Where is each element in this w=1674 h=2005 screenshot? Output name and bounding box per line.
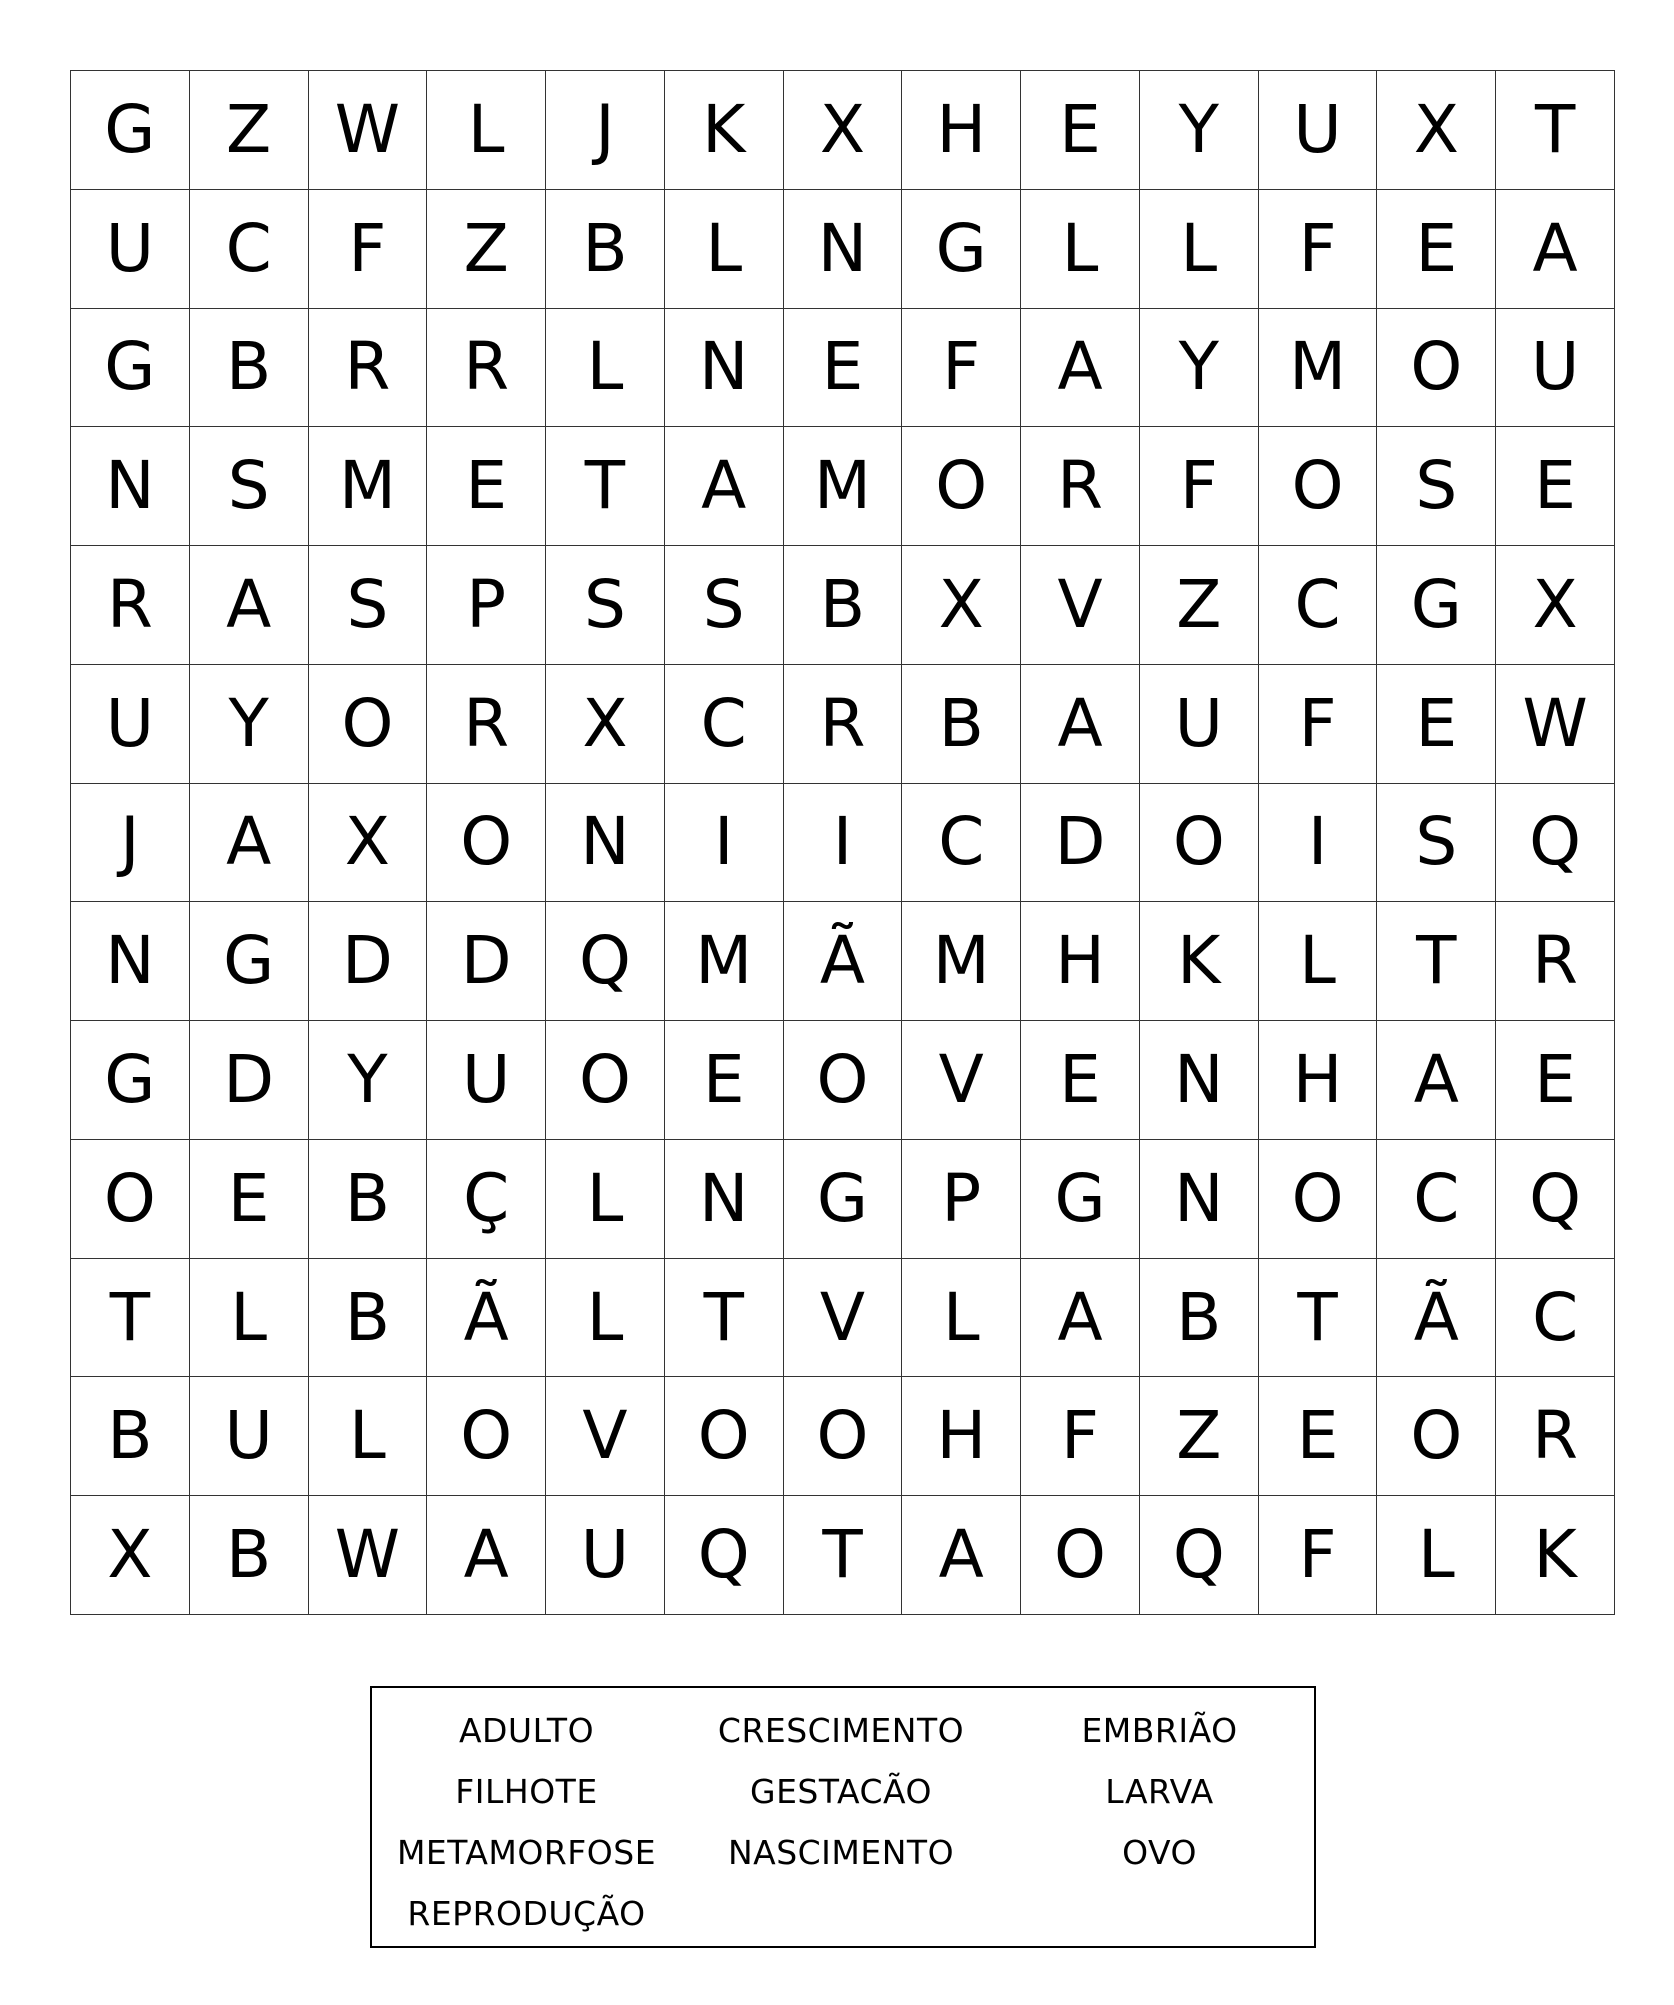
grid-cell: L <box>546 1140 665 1259</box>
grid-cell: S <box>1377 427 1496 546</box>
word-list-item: FILHOTE <box>455 1772 598 1811</box>
grid-cell: Y <box>309 1021 428 1140</box>
grid-cell: N <box>665 1140 784 1259</box>
grid-cell: E <box>1496 1021 1615 1140</box>
grid-cell: A <box>1021 1259 1140 1378</box>
grid-cell: H <box>1259 1021 1378 1140</box>
grid-cell: F <box>1259 665 1378 784</box>
grid-cell: H <box>902 71 1021 190</box>
grid-cell: R <box>309 309 428 428</box>
word-list-item: CRESCIMENTO <box>717 1711 965 1750</box>
grid-cell: M <box>309 427 428 546</box>
grid-cell: O <box>902 427 1021 546</box>
grid-cell: N <box>1140 1021 1259 1140</box>
grid-cell: R <box>784 665 903 784</box>
grid-cell: E <box>1021 71 1140 190</box>
grid-cell: D <box>1021 784 1140 903</box>
grid-cell: G <box>1021 1140 1140 1259</box>
grid-cell: U <box>1259 71 1378 190</box>
grid-cell: R <box>1021 427 1140 546</box>
grid-cell: A <box>427 1496 546 1615</box>
word-search-grid <box>70 70 1615 1615</box>
grid-cell: A <box>902 1496 1021 1615</box>
grid-cell: R <box>1496 1377 1615 1496</box>
grid-cell: E <box>1496 427 1615 546</box>
grid-cell: W <box>309 71 428 190</box>
word-list-item: METAMORFOSE <box>396 1833 657 1872</box>
grid-cell: A <box>190 784 309 903</box>
grid-cell: E <box>1377 190 1496 309</box>
word-list-item: EMBRIÃO <box>1081 1711 1238 1750</box>
grid-cell: S <box>309 546 428 665</box>
grid-cell: Q <box>546 902 665 1021</box>
word-list-item: GESTACÃO <box>750 1772 932 1811</box>
grid-cell: Q <box>1496 784 1615 903</box>
grid-cell: I <box>1259 784 1378 903</box>
grid-cell: M <box>665 902 784 1021</box>
grid-cell: V <box>546 1377 665 1496</box>
grid-cell: T <box>1496 71 1615 190</box>
grid-cell: O <box>71 1140 190 1259</box>
grid-cell: O <box>1021 1496 1140 1615</box>
grid-cell: Z <box>427 190 546 309</box>
grid-cell: C <box>190 190 309 309</box>
grid-cell: L <box>1259 902 1378 1021</box>
grid-cell: Y <box>1140 309 1259 428</box>
grid-cell: R <box>427 665 546 784</box>
word-list-item: REPRODUÇÃO <box>407 1894 646 1933</box>
grid-cell: P <box>427 546 546 665</box>
grid-cell: T <box>1377 902 1496 1021</box>
grid-cell: X <box>71 1496 190 1615</box>
grid-cell: O <box>784 1021 903 1140</box>
grid-cell: F <box>1259 190 1378 309</box>
grid-cell: D <box>427 902 546 1021</box>
grid-cell: Q <box>1140 1496 1259 1615</box>
grid-cell: O <box>427 784 546 903</box>
grid-cell: O <box>546 1021 665 1140</box>
grid-cell: B <box>190 1496 309 1615</box>
grid-cell: L <box>546 1259 665 1378</box>
grid-cell: M <box>784 427 903 546</box>
grid-cell: S <box>190 427 309 546</box>
grid-cell: T <box>1259 1259 1378 1378</box>
grid-cell: F <box>902 309 1021 428</box>
grid-cell: C <box>1496 1259 1615 1378</box>
grid-cell: G <box>784 1140 903 1259</box>
grid-cell: E <box>1259 1377 1378 1496</box>
word-list-item: NASCIMENTO <box>727 1833 955 1872</box>
grid-cell: O <box>1140 784 1259 903</box>
grid-cell: D <box>190 1021 309 1140</box>
grid-cell: N <box>784 190 903 309</box>
grid-cell: M <box>902 902 1021 1021</box>
grid-cell: O <box>784 1377 903 1496</box>
grid-cell: W <box>1496 665 1615 784</box>
grid-cell: G <box>71 1021 190 1140</box>
grid-cell: T <box>784 1496 903 1615</box>
grid-cell: U <box>71 665 190 784</box>
grid-cell: O <box>1259 1140 1378 1259</box>
grid-cell: G <box>1377 546 1496 665</box>
grid-cell: O <box>427 1377 546 1496</box>
grid-cell: G <box>71 71 190 190</box>
grid-cell: O <box>1377 1377 1496 1496</box>
grid-cell: J <box>546 71 665 190</box>
grid-cell: Q <box>665 1496 784 1615</box>
grid-cell: N <box>1140 1140 1259 1259</box>
grid-cell: Z <box>190 71 309 190</box>
grid-cell: B <box>71 1377 190 1496</box>
grid-cell: E <box>1377 665 1496 784</box>
grid-cell: O <box>665 1377 784 1496</box>
grid-cell: Ã <box>1377 1259 1496 1378</box>
grid-cell: N <box>546 784 665 903</box>
grid-cell: W <box>309 1496 428 1615</box>
grid-cell: A <box>1021 309 1140 428</box>
grid-cell: T <box>665 1259 784 1378</box>
grid-cell: Ç <box>427 1140 546 1259</box>
grid-cell: G <box>71 309 190 428</box>
grid-cell: N <box>71 427 190 546</box>
grid-cell: L <box>665 190 784 309</box>
grid-cell: F <box>1021 1377 1140 1496</box>
grid-cell: S <box>546 546 665 665</box>
word-list-item: ADULTO <box>458 1711 595 1750</box>
grid-cell: B <box>1140 1259 1259 1378</box>
grid-cell: T <box>71 1259 190 1378</box>
word-list-box <box>370 1686 1316 1948</box>
grid-cell: D <box>309 902 428 1021</box>
grid-cell: B <box>309 1259 428 1378</box>
grid-cell: P <box>902 1140 1021 1259</box>
grid-cell: X <box>1496 546 1615 665</box>
grid-cell: C <box>1377 1140 1496 1259</box>
grid-cell: I <box>784 784 903 903</box>
grid-cell: B <box>309 1140 428 1259</box>
grid-cell: H <box>902 1377 1021 1496</box>
grid-cell: L <box>1021 190 1140 309</box>
grid-cell: J <box>71 784 190 903</box>
grid-cell: N <box>71 902 190 1021</box>
grid-cell: F <box>309 190 428 309</box>
grid-cell: L <box>309 1377 428 1496</box>
grid-cell: X <box>309 784 428 903</box>
grid-cell: O <box>1259 427 1378 546</box>
grid-cell: U <box>1496 309 1615 428</box>
grid-cell: V <box>784 1259 903 1378</box>
grid-cell: L <box>427 71 546 190</box>
grid-cell: Ã <box>784 902 903 1021</box>
grid-cell: A <box>190 546 309 665</box>
grid-cell: L <box>546 309 665 428</box>
grid-cell: U <box>190 1377 309 1496</box>
grid-cell: Z <box>1140 546 1259 665</box>
grid-cell: V <box>902 1021 1021 1140</box>
grid-cell: K <box>1496 1496 1615 1615</box>
grid-cell: A <box>1377 1021 1496 1140</box>
grid-cell: U <box>71 190 190 309</box>
grid-cell: R <box>71 546 190 665</box>
grid-cell: L <box>1140 190 1259 309</box>
grid-cell: X <box>784 71 903 190</box>
grid-cell: Ã <box>427 1259 546 1378</box>
grid-cell: G <box>190 902 309 1021</box>
grid-cell: X <box>902 546 1021 665</box>
grid-cell: S <box>1377 784 1496 903</box>
grid-cell: A <box>665 427 784 546</box>
grid-cell: X <box>1377 71 1496 190</box>
grid-cell: Y <box>190 665 309 784</box>
grid-cell: T <box>546 427 665 546</box>
grid-cell: Y <box>1140 71 1259 190</box>
grid-cell: B <box>784 546 903 665</box>
grid-cell: C <box>1259 546 1378 665</box>
grid-cell: S <box>665 546 784 665</box>
word-list-item: OVO <box>1122 1833 1197 1872</box>
grid-cell: B <box>190 309 309 428</box>
grid-cell: F <box>1140 427 1259 546</box>
grid-cell: E <box>190 1140 309 1259</box>
grid-cell: E <box>1021 1021 1140 1140</box>
grid-cell: U <box>546 1496 665 1615</box>
grid-cell: C <box>902 784 1021 903</box>
grid-cell: Q <box>1496 1140 1615 1259</box>
grid-cell: E <box>665 1021 784 1140</box>
grid-cell: K <box>1140 902 1259 1021</box>
grid-cell: U <box>1140 665 1259 784</box>
grid-cell: I <box>665 784 784 903</box>
grid-cell: U <box>427 1021 546 1140</box>
grid-cell: A <box>1021 665 1140 784</box>
grid-cell: E <box>784 309 903 428</box>
grid-cell: B <box>902 665 1021 784</box>
grid-cell: Z <box>1140 1377 1259 1496</box>
grid-cell: F <box>1259 1496 1378 1615</box>
grid-cell: L <box>190 1259 309 1378</box>
grid-cell: K <box>665 71 784 190</box>
grid-cell: R <box>1496 902 1615 1021</box>
grid-cell: H <box>1021 902 1140 1021</box>
grid-cell: C <box>665 665 784 784</box>
grid-cell: N <box>665 309 784 428</box>
grid-cell: G <box>902 190 1021 309</box>
grid-cell: E <box>427 427 546 546</box>
grid-cell: B <box>546 190 665 309</box>
grid-cell: O <box>1377 309 1496 428</box>
grid-cell: R <box>427 309 546 428</box>
grid-cell: L <box>1377 1496 1496 1615</box>
grid-cell: O <box>309 665 428 784</box>
grid-cell: X <box>546 665 665 784</box>
grid-cell: L <box>902 1259 1021 1378</box>
grid-cell: M <box>1259 309 1378 428</box>
word-list-item: LARVA <box>1105 1772 1214 1811</box>
grid-cell: A <box>1496 190 1615 309</box>
grid-cell: V <box>1021 546 1140 665</box>
